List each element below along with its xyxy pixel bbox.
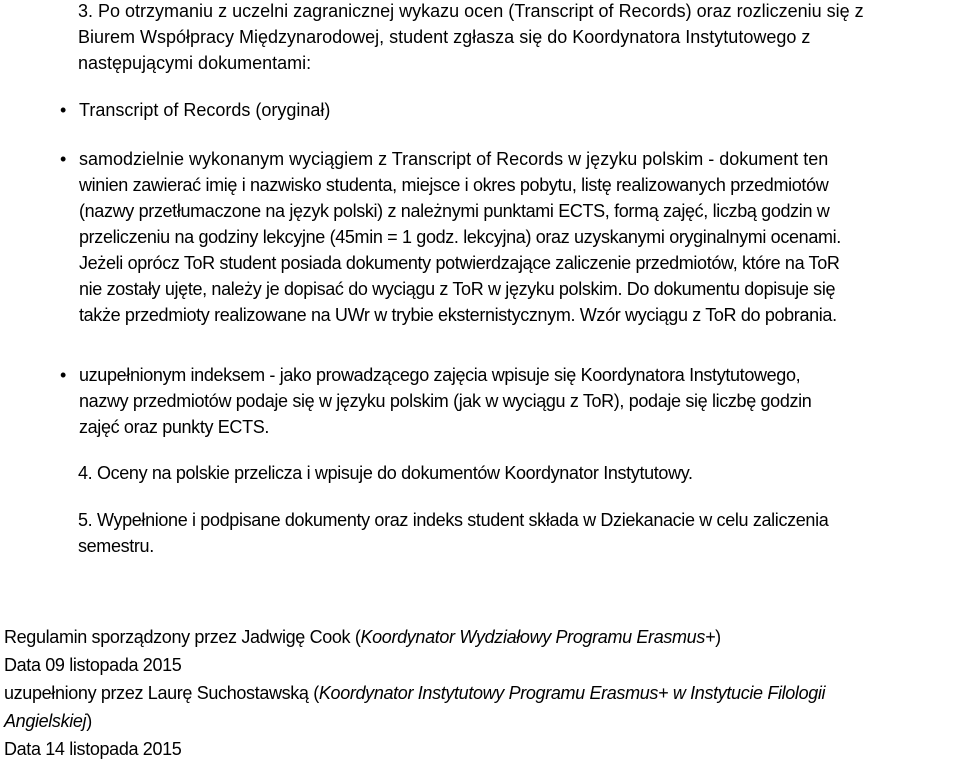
updater-line xyxy=(4,679,825,707)
author-suffix: ) xyxy=(715,627,721,647)
text-line: 5. Wypełnione i podpisane dokumenty oraz indeks student składa w Dziekanacie w celu zaliczenia xyxy=(78,510,829,530)
document-footer xyxy=(4,623,825,763)
text-line: semestru. xyxy=(78,536,154,556)
text-line: samodzielnie wykonanym wyciągiem z Transcript of Records w języku polskim - dokument ten xyxy=(79,149,829,169)
text-line: 3. Po otrzymaniu z uczelni zagranicznej wykazu ocen (Transcript of Records) oraz rozliczeniu się z xyxy=(78,1,864,21)
text-line: Biurem Współpracy Międzynarodowej, student zgłasza się do Koordynatora Instytutowego z xyxy=(78,27,811,47)
text-line: nie zostały ujęte, należy je dopisać do wyciągu z ToR w języku polskim. Do dokumentu dopisuje się xyxy=(79,279,836,299)
text-line: Transcript of Records (oryginał) xyxy=(79,100,331,120)
text-line: następującymi dokumentami: xyxy=(78,53,312,73)
updater-prefix: uzupełniony przez Laurę Suchostawską ( xyxy=(4,683,319,703)
text-line: winien zawierać imię i nazwisko studenta, miejsce i okres pobytu, listę realizowanych przedmiotów xyxy=(79,175,829,195)
date-line-1: Data 09 listopada 2015 xyxy=(4,655,182,675)
item-5-paragraph xyxy=(78,507,828,559)
text-line: zajęć oraz punkty ECTS. xyxy=(79,417,270,437)
text-line: 4. Oceny na polskie przelicza i wpisuje do dokumentów Koordynator Instytutowy. xyxy=(78,463,693,483)
text-line: także przedmioty realizowane na UWr w trybie eksternistycznym. Wzór wyciągu z ToR do pobrania. xyxy=(79,305,837,325)
text-line: przeliczeniu na godziny lekcyjne (45min = 1 godz. lekcyjna) oraz uzyskanymi oryginalnymi ocenami. xyxy=(79,227,841,247)
updater-role: Koordynator Instytutowy Programu Erasmus+ w Instytucie Filologii xyxy=(318,683,826,703)
author-line xyxy=(4,623,825,651)
text-line: Jeżeli oprócz ToR student posiada dokumenty potwierdzające zaliczenie przedmiotów, które na ToR xyxy=(79,253,840,273)
bullet-icon: • xyxy=(60,365,66,385)
bullet-icon: • xyxy=(60,100,67,120)
bullet-text xyxy=(79,146,841,328)
text-line: nazwy przedmiotów podaje się w języku polskim (jak w wyciągu z ToR), podaje się liczbę godzin xyxy=(79,391,812,411)
item-4-paragraph xyxy=(78,460,693,486)
author-role: Koordynator Wydziałowy Programu Erasmus+ xyxy=(360,627,716,647)
date-line-2: Data 14 listopada 2015 xyxy=(4,739,182,759)
item-3-paragraph xyxy=(78,0,864,76)
author-prefix: Regulamin sporządzony przez Jadwigę Cook ( xyxy=(4,627,361,647)
bullet-text xyxy=(79,362,811,440)
updater-role-continued: Angielskiej xyxy=(4,711,87,731)
updater-line-continued xyxy=(4,707,825,735)
updater-suffix: ) xyxy=(86,711,92,731)
bullet-text xyxy=(79,97,330,123)
text-line: (nazwy przetłumaczone na język polski) z należnymi punktami ECTS, formą zajęć, liczbą godzin w xyxy=(79,201,830,221)
bullet-icon: • xyxy=(60,149,67,169)
text-line: uzupełnionym indeksem - jako prowadzącego zajęcia wpisuje się Koordynatora Instytutowego, xyxy=(79,365,801,385)
